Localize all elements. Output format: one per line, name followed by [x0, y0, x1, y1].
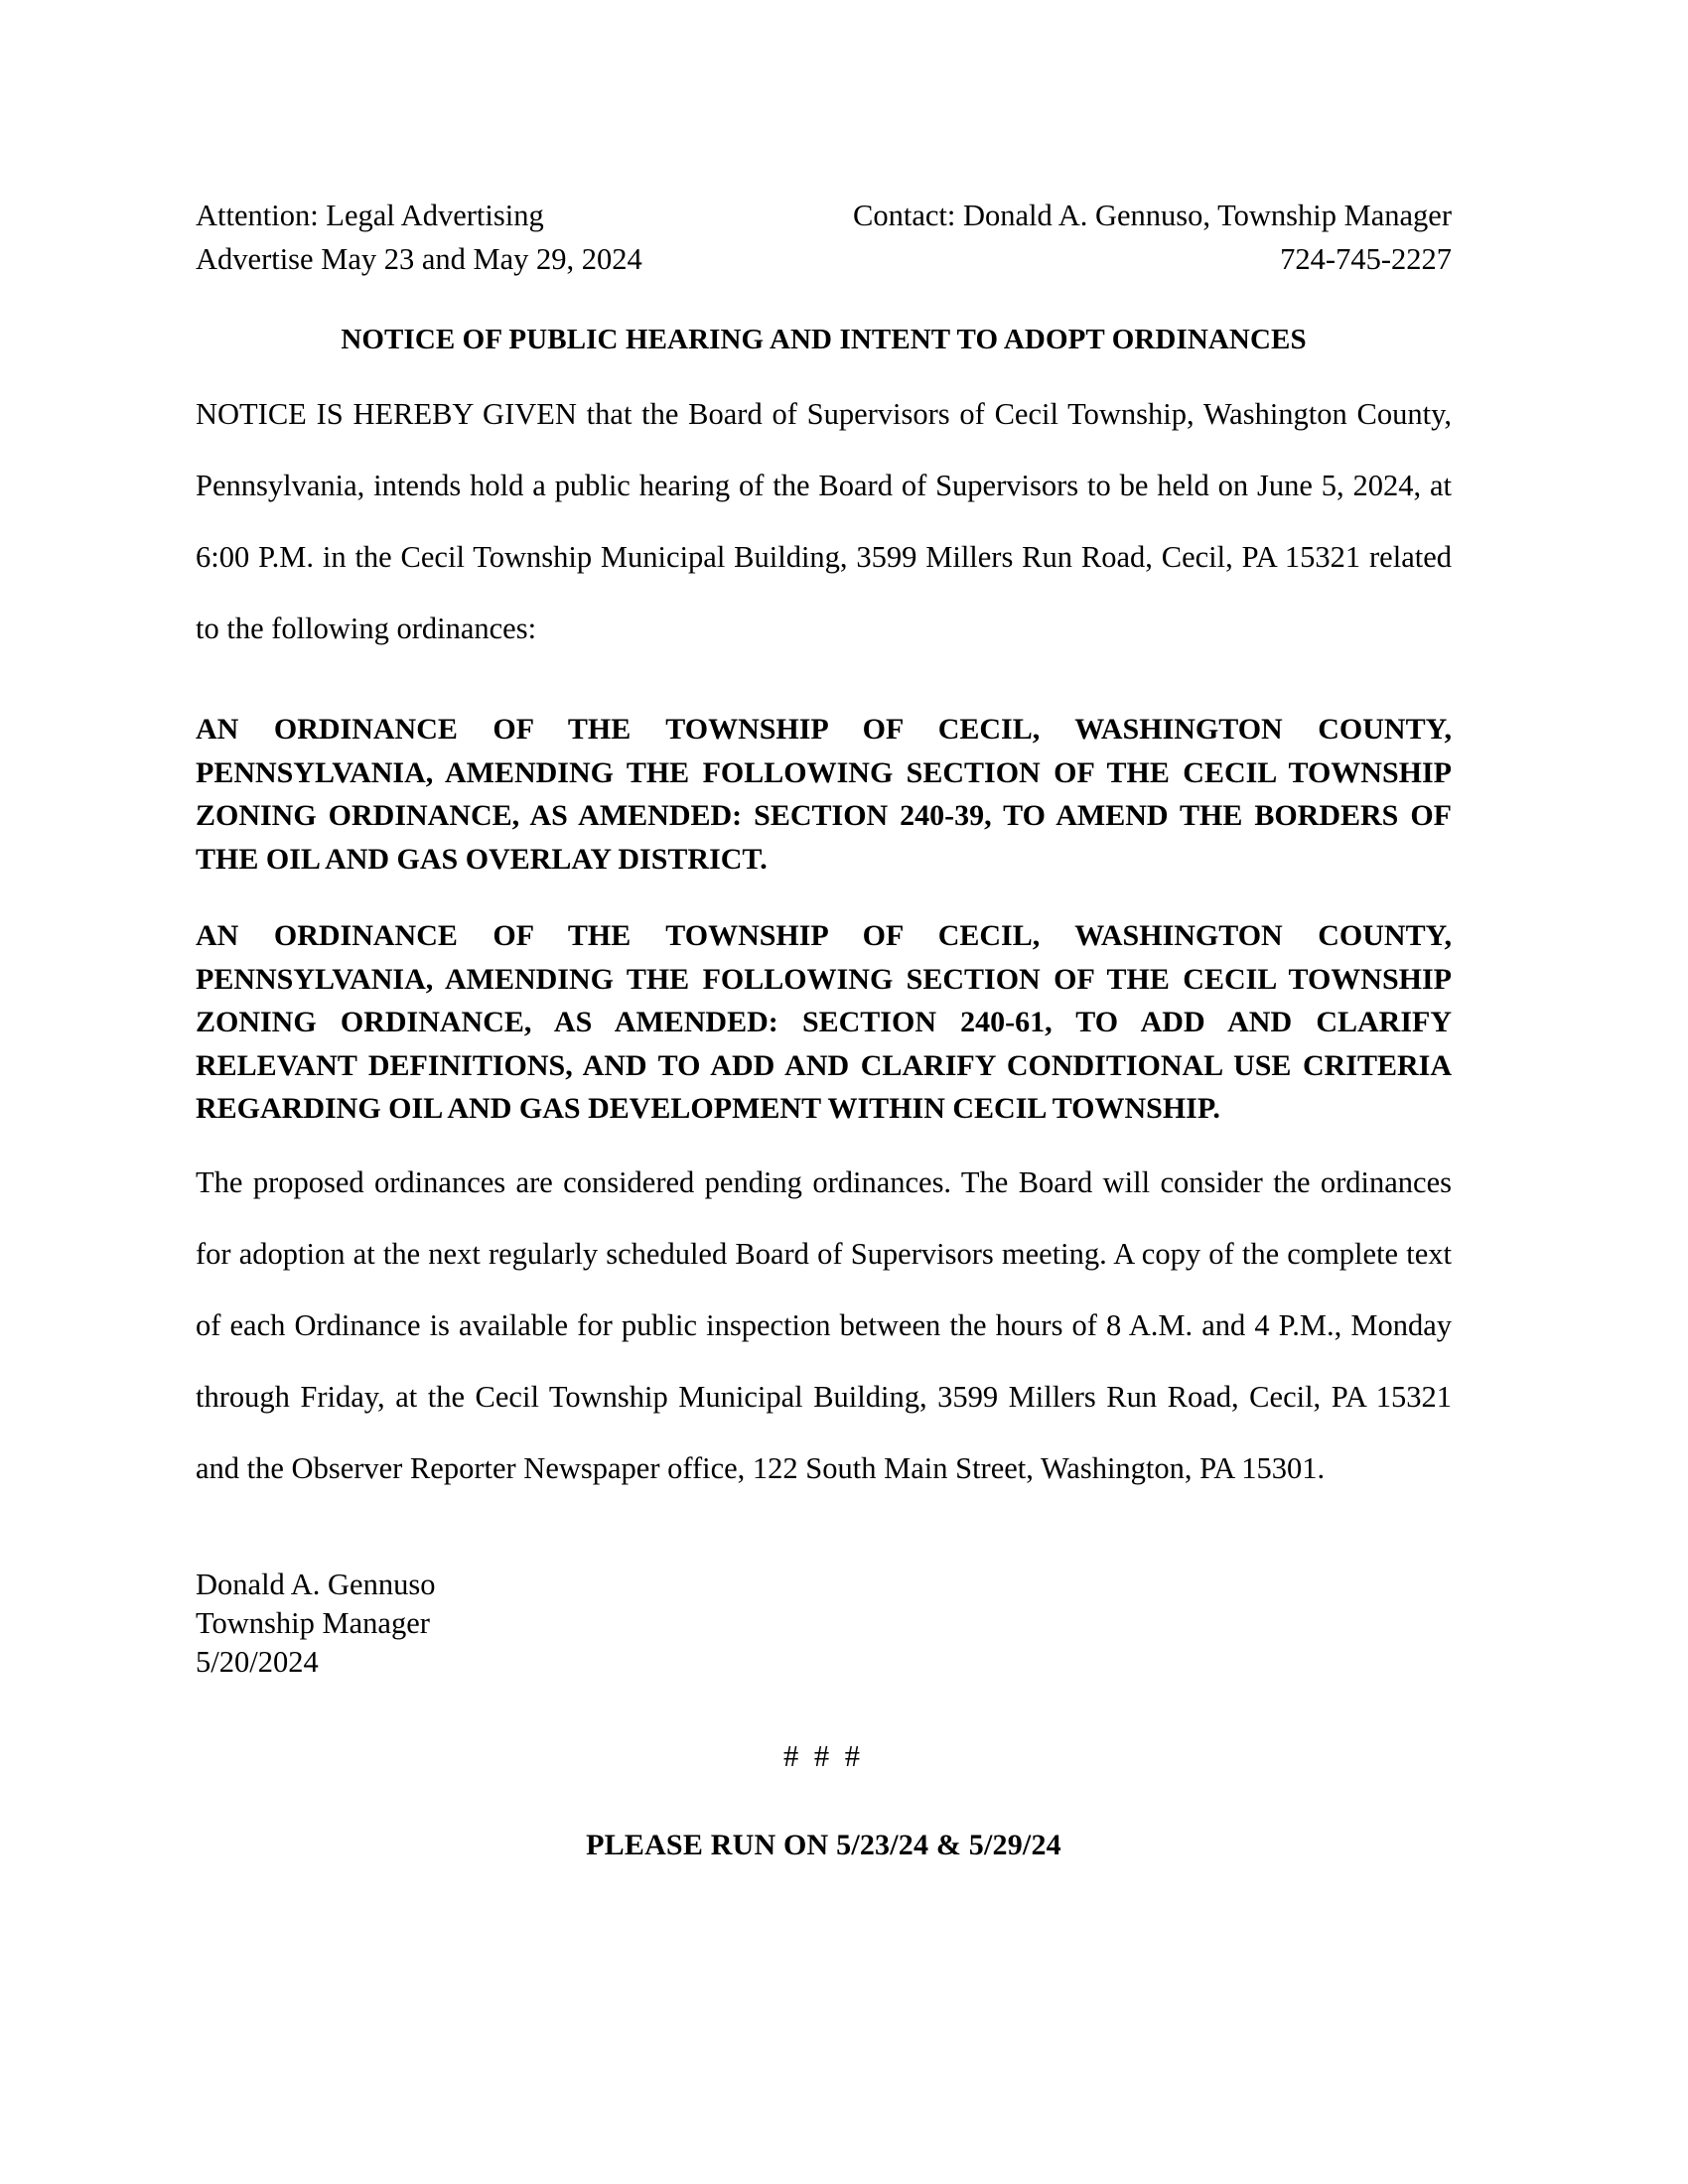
- ordinance-block-2: AN ORDINANCE OF THE TOWNSHIP OF CECIL, WASHINGTON COUNTY, PENNSYLVANIA, AMENDING THE FOLLOWING SECTION OF THE CECIL TOWNSHIP ZONING ORDINANCE, AS AMENDED: SECTION 240-61, TO ADD AND CLARIFY RELEVANT DEFINITIONS, AND TO ADD AND CLARIFY CONDITIONAL USE CRITERIA REGARDING OIL AND GAS DEVELOPMENT WITHIN CECIL TOWNSHIP.: [196, 919, 1452, 1125]
- contact-line: Contact: Donald A. Gennuso, Township Manager: [853, 199, 1452, 232]
- please-run-instruction: PLEASE RUN ON 5/23/24 & 5/29/24: [586, 1828, 1061, 1861]
- contact-phone: 724-745-2227: [1280, 242, 1452, 276]
- ordinance-block-1: AN ORDINANCE OF THE TOWNSHIP OF CECIL, WASHINGTON COUNTY, PENNSYLVANIA, AMENDING THE FOLLOWING SECTION OF THE CECIL TOWNSHIP ZONING ORDINANCE, AS AMENDED: SECTION 240-39, TO AMEND THE BORDERS OF THE OIL AND GAS OVERLAY DISTRICT.: [196, 713, 1452, 876]
- page-title: NOTICE OF PUBLIC HEARING AND INTENT TO ADOPT ORDINANCES: [341, 324, 1307, 355]
- document-content: [196, 194, 1452, 1862]
- attention-line: Attention: Legal Advertising: [196, 199, 544, 232]
- signature-name: Donald A. Gennuso: [196, 1567, 436, 1601]
- signature-date: 5/20/2024: [196, 1644, 319, 1679]
- advertise-dates-line: Advertise May 23 and May 29, 2024: [196, 242, 642, 276]
- closing-paragraph: The proposed ordinances are considered pending ordinances. The Board will consider the ordinances for adoption at the next regularly scheduled Board of Supervisors meeting. A copy of the complete text of each Ordinance is available for public inspection between the hours of 8 A.M. and 4 P.M., Monday through Friday, at the Cecil Township Municipal Building, 3599 Millers Run Road, Cecil, PA 15321 and the Observer Reporter Newspaper office, 122 South Main Street, Washington, PA 15301.: [196, 1164, 1452, 1485]
- header-row-2: [196, 237, 1452, 281]
- signature-role: Township Manager: [196, 1605, 430, 1640]
- header-row-1: [196, 194, 1452, 237]
- signature-block: [196, 1566, 1452, 1682]
- end-of-notice-mark: # # #: [783, 1738, 864, 1773]
- notice-paragraph: NOTICE IS HEREBY GIVEN that the Board of Supervisors of Cecil Township, Washington County, Pennsylvania, intends hold a public hearing of the Board of Supervisors to be held on June 5, 2024, at 6:00 P.M. in the Cecil Township Municipal Building, 3599 Millers Run Road, Cecil, PA 15321 related to the following ordinances:: [196, 397, 1452, 645]
